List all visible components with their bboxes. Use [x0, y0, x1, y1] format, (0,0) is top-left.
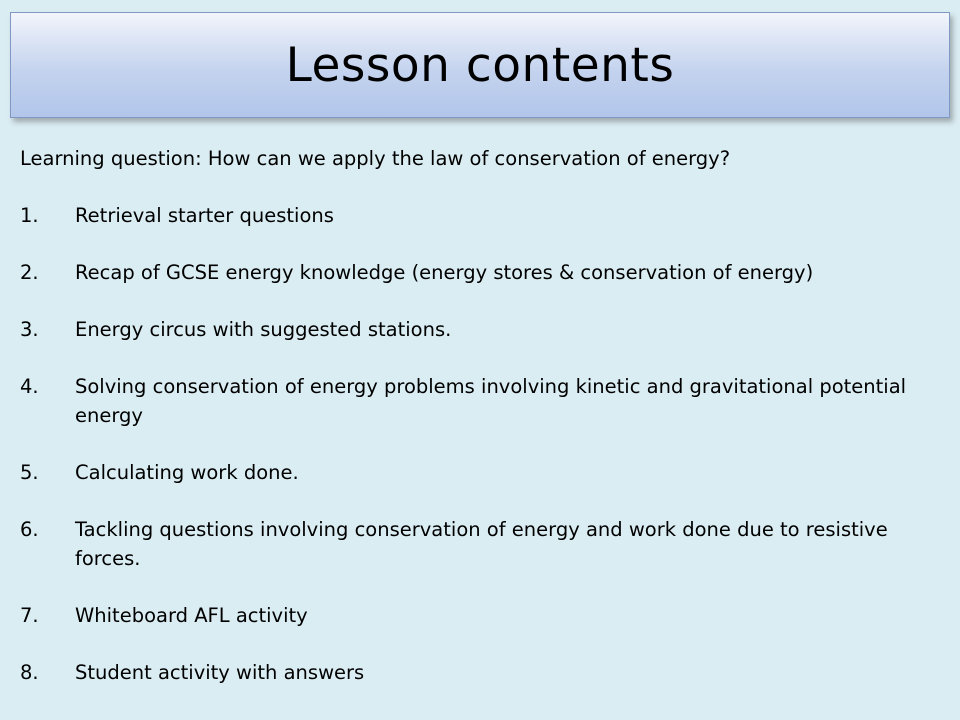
list-item	[20, 458, 940, 487]
learning-question: Learning question: How can we apply the law of conservation of energy?	[20, 147, 731, 170]
item-number: 6.	[20, 518, 39, 541]
item-text: Recap of GCSE energy knowledge (energy stores & conservation of energy)	[75, 261, 814, 284]
item-text: Student activity with answers	[75, 661, 365, 684]
lesson-list	[20, 201, 940, 687]
item-text: Tackling questions involving conservation of energy and work done due to resistive forces.	[75, 518, 888, 570]
list-item	[20, 258, 940, 287]
item-number: 5.	[20, 461, 39, 484]
item-number: 4.	[20, 375, 39, 398]
item-number: 1.	[20, 204, 39, 227]
slide-title: Lesson contents	[285, 37, 675, 93]
item-text: Retrieval starter questions	[75, 204, 334, 227]
item-number: 2.	[20, 261, 39, 284]
slide-content	[20, 144, 940, 715]
list-item	[20, 372, 940, 430]
item-number: 7.	[20, 604, 39, 627]
item-text: Solving conservation of energy problems involving kinetic and gravitational potential energy	[75, 375, 907, 427]
list-item	[20, 201, 940, 230]
list-item	[20, 601, 940, 630]
title-box	[10, 12, 950, 118]
item-number: 8.	[20, 661, 39, 684]
item-number: 3.	[20, 318, 39, 341]
item-text: Energy circus with suggested stations.	[75, 318, 452, 341]
item-text: Whiteboard AFL activity	[75, 604, 308, 627]
list-item	[20, 315, 940, 344]
list-item	[20, 658, 940, 687]
list-item	[20, 515, 940, 573]
item-text: Calculating work done.	[75, 461, 299, 484]
